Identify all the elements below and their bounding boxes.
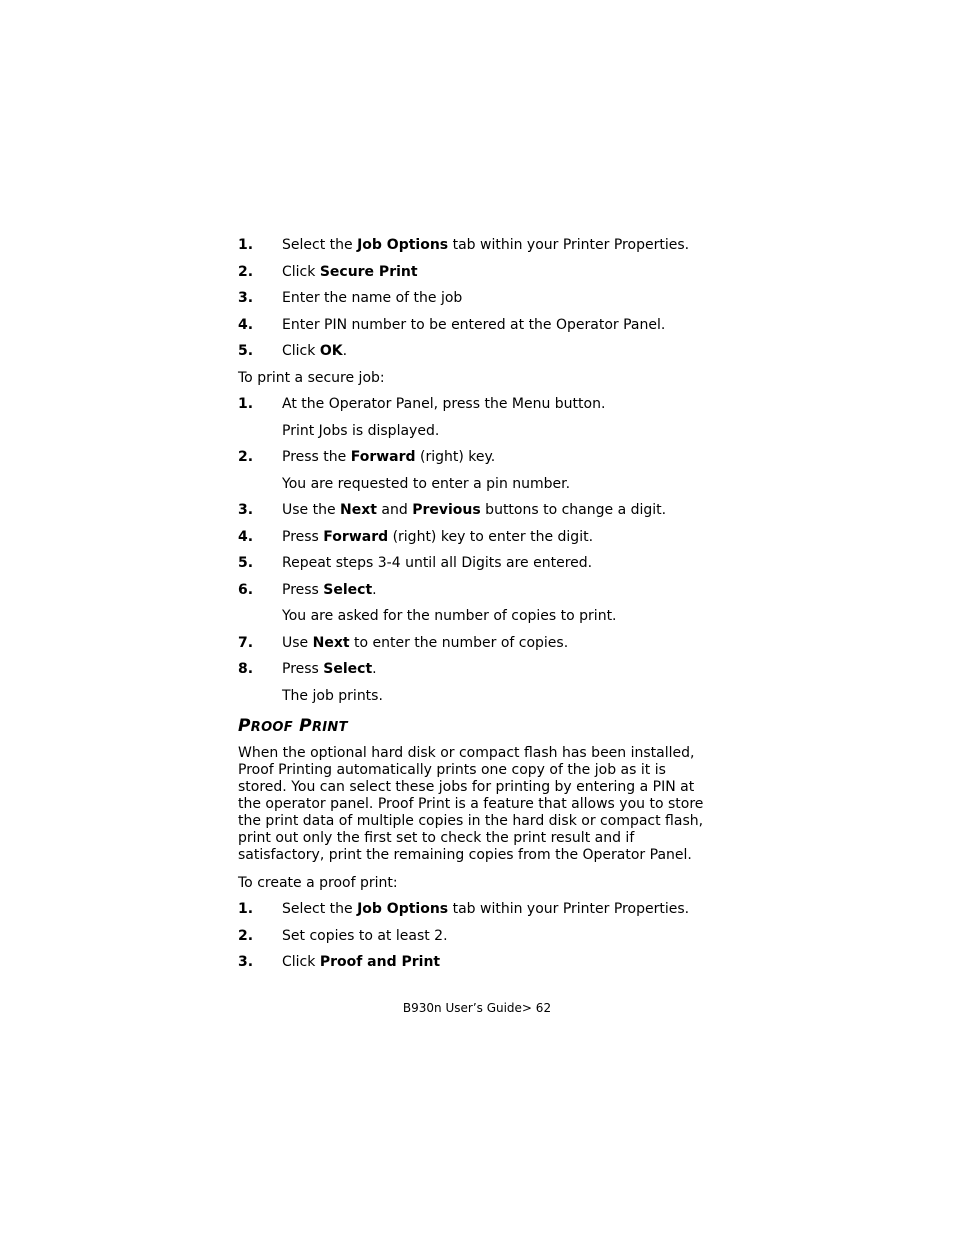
- step-result: Print Jobs is displayed.: [282, 422, 440, 439]
- step-text: Use the Next and Previous buttons to change a digit.: [282, 502, 667, 518]
- step-number: 1.: [238, 237, 254, 253]
- step-item: [238, 315, 718, 335]
- proof-print-description: When the optional hard disk or compact flash has been installed, Proof Printing automatically prints one copy of the job as it is stored. You can select these jobs for printing by entering a PIN at the operator panel. Proof Print is a feature that allows you to store the print data of multiple copies in the hard disk or compact flash, print out only the first set to check the print result and if satisfactory, print the remaining copies from the Operator Panel.: [238, 744, 704, 863]
- step-number: 5.: [238, 555, 254, 571]
- step-text: Click OK.: [282, 343, 348, 359]
- step-text: Press the Forward (right) key.: [282, 449, 496, 465]
- step-item: [238, 633, 718, 653]
- secure-print-setup-steps: [238, 235, 718, 361]
- step-number: 7.: [238, 634, 254, 651]
- step-number: 6.: [238, 581, 254, 598]
- step-item: [238, 262, 718, 282]
- step-result: You are asked for the number of copies to print.: [282, 608, 617, 624]
- step-text: Select the Job Options tab within your Printer Properties.: [282, 901, 690, 917]
- step-item: [238, 500, 718, 520]
- step-text: Enter the name of the job: [282, 290, 463, 306]
- step-number: 4.: [238, 316, 254, 333]
- step-number: 8.: [238, 661, 254, 677]
- step-result: You are requested to enter a pin number.: [282, 475, 571, 492]
- step-text: Use Next to enter the number of copies.: [282, 634, 569, 651]
- step-item: [238, 926, 718, 946]
- proof-print-intro: To create a proof print:: [238, 874, 398, 891]
- step-result: The job prints.: [282, 687, 383, 704]
- step-number: 2.: [238, 263, 254, 280]
- secure-print-job-steps: [238, 394, 718, 706]
- proof-print-steps: [238, 899, 718, 972]
- step-item: [238, 288, 718, 308]
- step-number: 1.: [238, 396, 254, 412]
- step-item: [238, 447, 718, 467]
- step-item: [238, 527, 718, 547]
- step-text: Press Select.: [282, 581, 377, 598]
- step-item: [238, 394, 718, 414]
- step-item: [238, 580, 718, 600]
- step-number: 5.: [238, 343, 254, 359]
- step-text: Click Proof and Print: [282, 954, 441, 970]
- step-number: 1.: [238, 901, 254, 917]
- page-content: [238, 235, 718, 979]
- step-text: At the Operator Panel, press the Menu button.: [282, 396, 606, 412]
- step-text: Select the Job Options tab within your Printer Properties.: [282, 237, 690, 253]
- secure-job-intro: To print a secure job:: [238, 369, 385, 386]
- step-item: [238, 553, 718, 573]
- step-item: [238, 341, 718, 361]
- step-text: Enter PIN number to be entered at the Operator Panel.: [282, 316, 666, 333]
- step-number: 2.: [238, 449, 254, 465]
- step-number: 3.: [238, 502, 254, 518]
- step-text: Press Select.: [282, 661, 377, 677]
- step-number: 3.: [238, 954, 254, 970]
- step-text: Press Forward (right) key to enter the digit.: [282, 528, 594, 545]
- step-number: 2.: [238, 927, 254, 944]
- step-text: Click Secure Print: [282, 263, 418, 280]
- section-heading-proof-print: PROOF PRINT: [238, 715, 348, 736]
- step-number: 3.: [238, 290, 254, 306]
- step-text: Repeat steps 3-4 until all Digits are entered.: [282, 555, 593, 571]
- step-number: 4.: [238, 528, 254, 545]
- step-item: [238, 899, 718, 919]
- page-footer: B930n User’s Guide> 62: [402, 1001, 552, 1015]
- step-item: [238, 659, 718, 679]
- step-item: [238, 952, 718, 972]
- step-text: Set copies to at least 2.: [282, 927, 448, 944]
- step-item: [238, 235, 718, 255]
